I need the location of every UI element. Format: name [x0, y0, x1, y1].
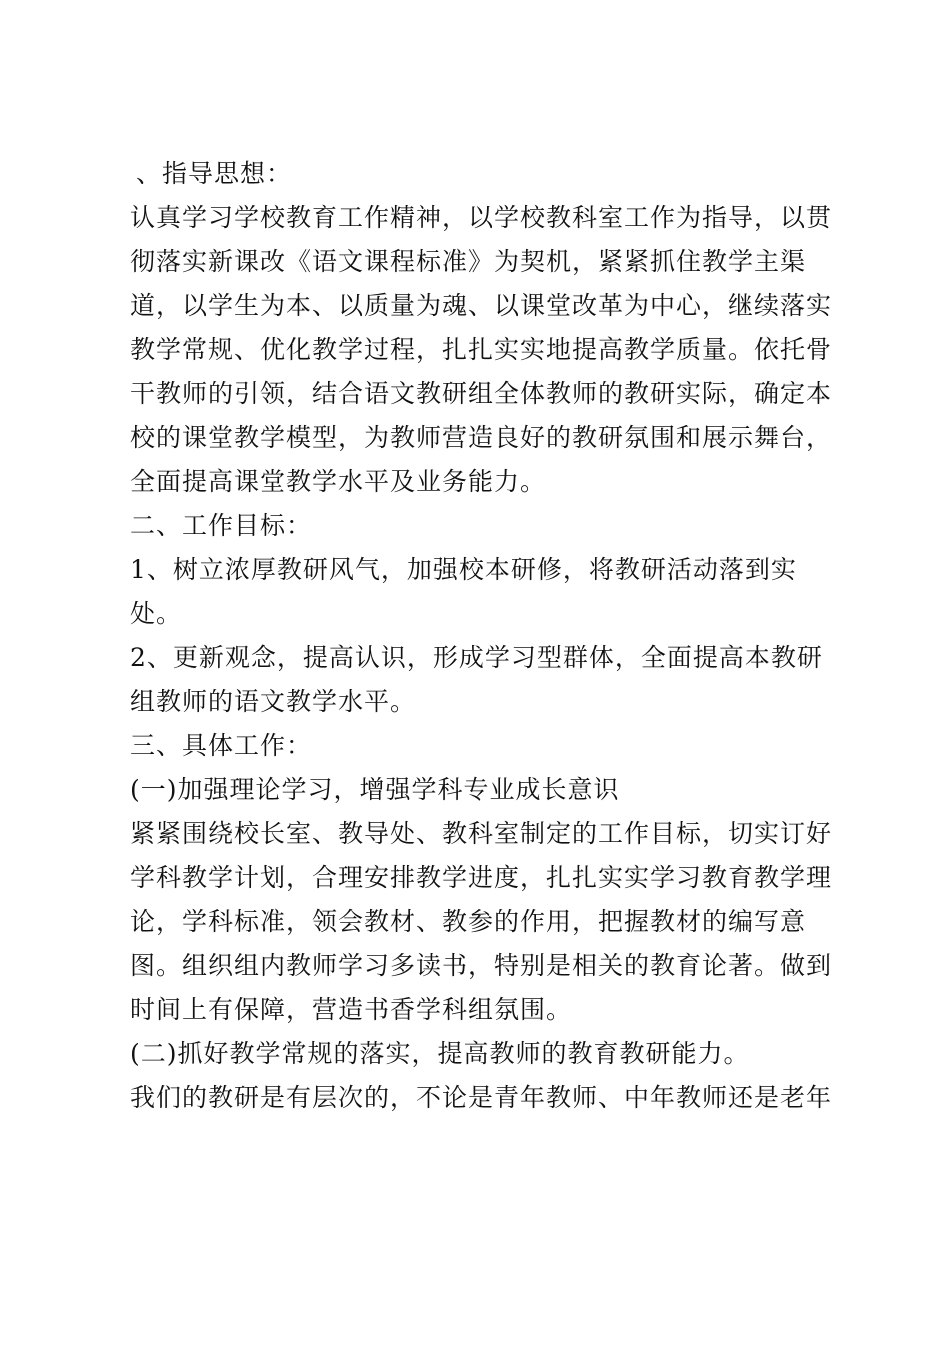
list-item-line: 处。	[130, 599, 183, 628]
list-item-line: 组教师的语文教学水平。	[130, 687, 417, 716]
subsection-heading: (一)加强理论学习，增强学科专业成长意识	[130, 775, 620, 804]
section-heading-guiding-thought: 、指导思想：	[136, 159, 293, 188]
list-item-line: 1、树立浓厚教研风气，加强校本研修，将教研活动落到实	[130, 555, 797, 584]
paragraph-line: 全面提高课堂教学水平及业务能力。	[130, 467, 547, 496]
list-item-line: 2、更新观念，提高认识，形成学习型群体，全面提高本教研	[130, 643, 823, 672]
paragraph-line: 道，以学生为本、以质量为魂、以课堂改革为中心，继续落实	[130, 291, 833, 320]
paragraph-line: 干教师的引领，结合语文教研组全体教师的教研实际，确定本	[130, 379, 833, 408]
paragraph-line: 彻落实新课改《语文课程标准》为契机，紧紧抓住教学主渠	[130, 247, 807, 276]
section-heading-work-goals: 二、工作目标：	[130, 511, 313, 540]
paragraph-line: 紧紧围绕校长室、教导处、教科室制定的工作目标，切实订好	[130, 819, 833, 848]
document-body	[130, 152, 833, 1120]
paragraph-line: 学科教学计划，合理安排教学进度，扎扎实实学习教育教学理	[130, 863, 833, 892]
paragraph-line: 教学常规、优化教学过程，扎扎实实地提高教学质量。依托骨	[130, 335, 833, 364]
paragraph-line: 我们的教研是有层次的，不论是青年教师、中年教师还是老年	[130, 1083, 833, 1112]
paragraph-line: 校的课堂教学模型，为教师营造良好的教研氛围和展示舞台，	[130, 423, 833, 452]
paragraph-line: 论，学科标准，领会教材、教参的作用，把握教材的编写意	[130, 907, 807, 936]
paragraph-line: 图。组织组内教师学习多读书，特别是相关的教育论著。做到	[130, 951, 833, 980]
paragraph-line: 认真学习学校教育工作精神，以学校教科室工作为指导，以贯	[130, 203, 833, 232]
section-heading-specific-work: 三、具体工作：	[130, 731, 313, 760]
paragraph-line: 时间上有保障，营造书香学科组氛围。	[130, 995, 573, 1024]
subsection-heading: (二)抓好教学常规的落实，提高教师的教育教研能力。	[130, 1039, 750, 1068]
